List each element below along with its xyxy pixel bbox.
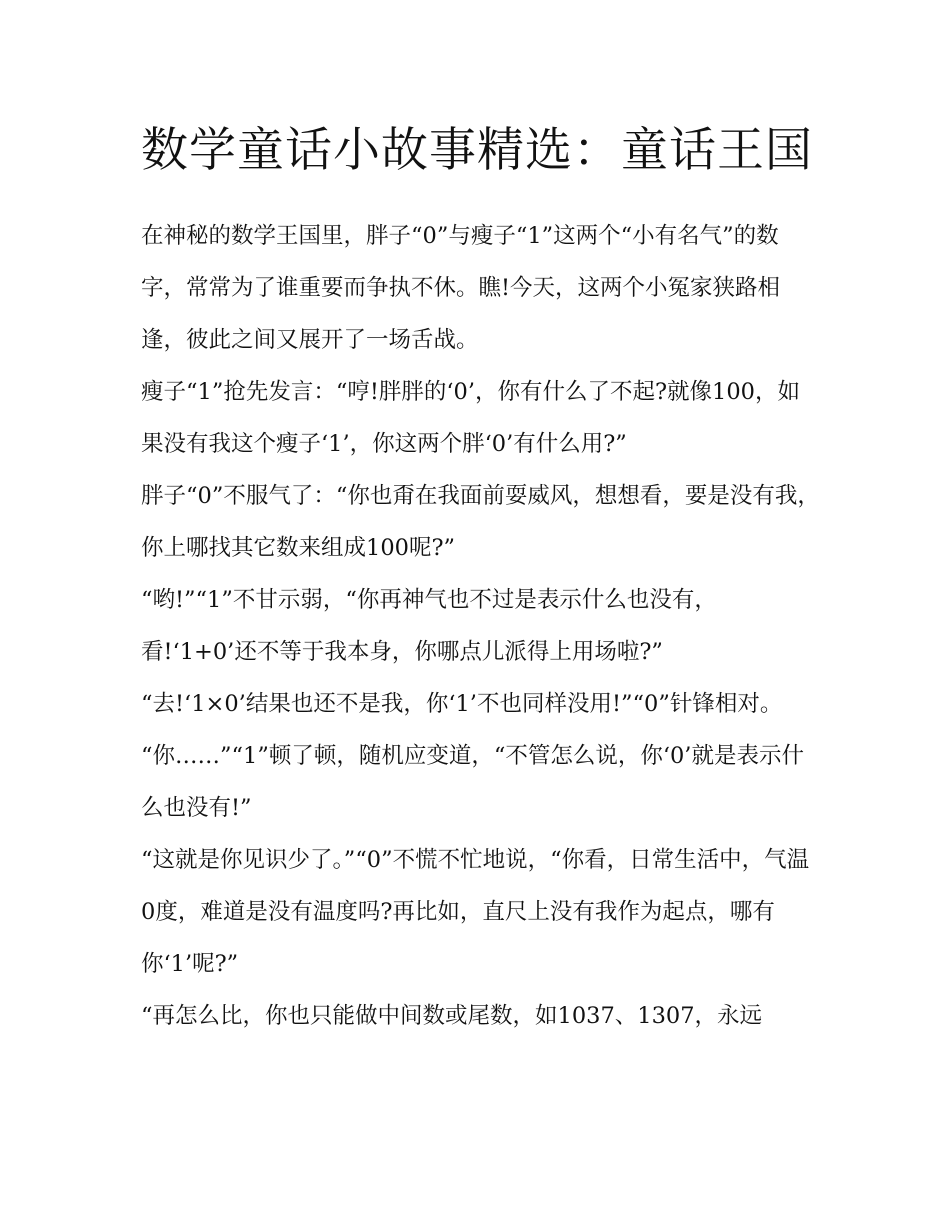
paragraph: “你……”“1”顿了顿，随机应变道，“不管怎么说，你‘0’就是表示什么也没有!” xyxy=(141,743,804,821)
paragraph: “去!‘1×0’结果也还不是我，你‘1’不也同样没用!”“0”针锋相对。 xyxy=(141,691,783,717)
paragraph: “哟!”“1”不甘示弱，“你再神气也不过是表示什么也没有，看!‘1+0’还不等于我本身，你哪点儿派得上用场啦?” xyxy=(141,587,717,665)
document-title: 数学童话小故事精选：童话王国 xyxy=(141,123,813,178)
paragraph: “这就是你见识少了。”“0”不慌不忙地说，“你看，日常生活中，气温0度，难道是没有温度吗?再比如，直尺上没有我作为起点，哪有你‘1’呢?” xyxy=(141,847,810,977)
paragraph: 胖子“0”不服气了：“你也甭在我面前耍威风，想想看，要是没有我，你上哪找其它数来组成100呢?” xyxy=(141,483,820,561)
paragraph: “再怎么比，你也只能做中间数或尾数，如1037、1307，永远 xyxy=(141,1003,763,1029)
paragraph: 在神秘的数学王国里，胖子“0”与瘦子“1”这两个“小有名气”的数字，常常为了谁重要而争执不休。瞧!今天，这两个小冤家狭路相逢，彼此之间又展开了一场舌战。 xyxy=(141,223,781,353)
paragraph: 瘦子“1”抢先发言：“哼!胖胖的‘0’，你有什么了不起?就像100，如果没有我这个瘦子‘1’，你这两个胖‘0’有什么用?” xyxy=(141,379,800,457)
document-page xyxy=(141,112,821,1042)
